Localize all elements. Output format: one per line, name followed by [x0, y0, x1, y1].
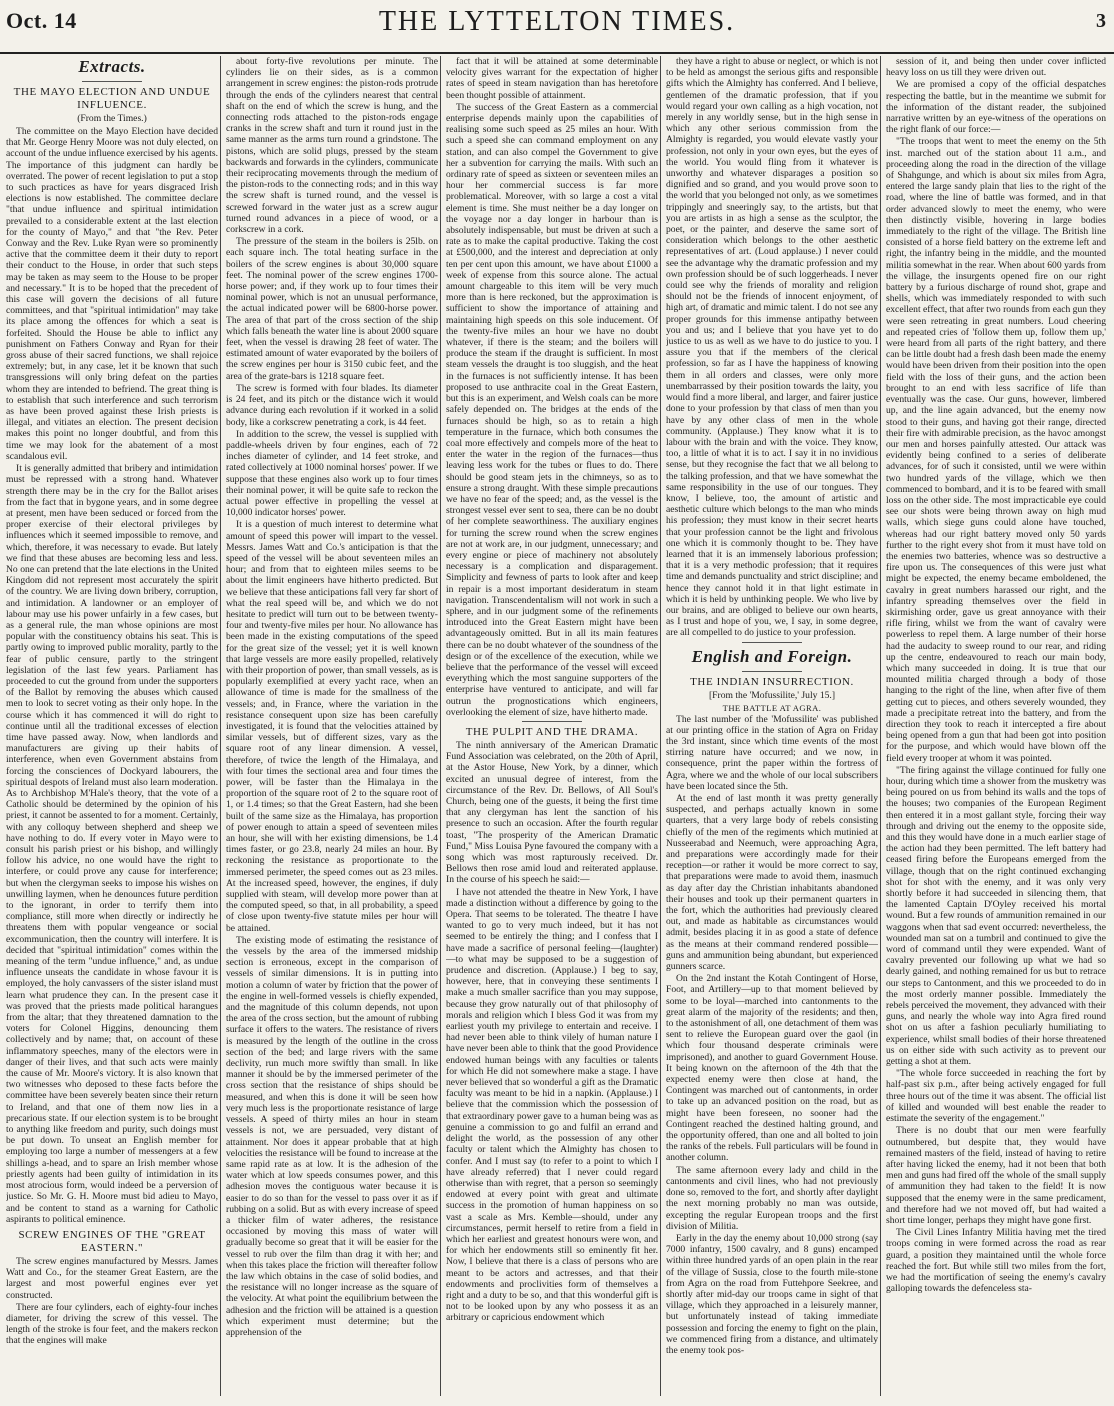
paragraph: fact that it will be attained at some determinable velocity gives warrant for the expectation of higher rates of speed in steam navigation than has heretofore been thought possible of attainment.	[446, 56, 658, 101]
paragraph: The ninth anniversary of the American Dramatic Fund Association was celebrated, on the 20th of April, at the Astor House, New York, by a dinner, which excited an unusual degree of interest, from the circumstance of the Rev. Dr. Bellows, of All Soul's Church, being one of the guests, it being the first time that any clergyman has lent the sanction of his presence to such an occasion. After the fourth regular toast, "The prosperity of the American Dramatic Fund," Miss Louisa Pyne favoured the company with a song which was most rapturously received. Dr. Bellows then rose amid loud and reiterated applause. In the course of his speech he said:—	[446, 739, 658, 886]
issue-date: Oct. 14	[6, 8, 77, 33]
paragraph: It is a question of much interest to determine what amount of speed this power will impart to the vessel. Messrs. James Watt and Co.'s anticipation is that the speed of the vessel will be about seventeen miles an hour; and from that to eighteen miles seems to be about the limit engineers have hitherto predicted. But we believe that these anticipations fall very far short of what the real speed will be, and which we do not hesitate to predict will turn out to be between twenty-four and twenty-five miles per hour. No allowance has been made in the existing computations of the speed for the great size of the vessel; yet it is well known that large vessels are more easily propelled, relatively with their proportion of power, than small vessels, as is popularly exemplified at every yacht race, when an allowance of time is made for the smallness of the vessels; and, in France, where the variation in the resistance consequent upon size has been carefully investigated, it is found that the velocities attained by similar vessels, but of different sizes, vary as the square root of any linear dimension. A vessel, therefore, of twice the length of the Himalaya, and with four times the sectional area and four times the power, will be faster than the Himalaya in the proportion of the square root of 2 to the square root of 1, or 1.4 times; so that the Great Eastern, had she been built of the same size as the Himalaya, has proportion of power enough to attain a speed of seventeen miles an hour, she will with her existing dimensions, be 1.4 times faster, or go 23.8, nearly 24 miles an hour. By reckoning the resistance as proportionate to the immersed perimeter, the speed comes out as 23 miles. At the increased speed, however, the engines, if duly supplied with steam, will develop more power than at the computed speed, so that, in all probability, a speed of close upon twenty-five statute miles per hour will be attained.	[226, 519, 438, 934]
paragraph: Early in the day the enemy about 10,000 strong (say 7000 infantry, 1500 cavalry, and 8 guns) encamped within three hundred yards of an open plain in the rear of the village of Sussia, close to the fourth mile-stone from Agra on the road from Futtehpore Seekree, and shortly after mid-day our troops came in sight of that village, which they approached in a leisurely manner, but unfortunately instead of taking immediate possession and forcing the enemy to fight on the plain, we commenced firing from a distance, and ultimately the enemy took pos-	[666, 1232, 878, 1356]
section-heading-extracts: Extracts.	[78, 57, 146, 76]
article-subhead: THE BATTLE AT AGRA.	[722, 702, 822, 713]
paragraph: The same afternoon every lady and child in the cantonments and civil lines, who had not previously done so, removed to the fort, and shortly after daylight the next morning probably no man was outside, excepting the regular European troops and the first division of Militia.	[666, 1164, 878, 1232]
paragraph: The pressure of the steam in the boilers is 25lb. on each square inch. The total heating surface in the boilers of the screw engines is about 30,000 square feet. The nominal power of the screw engines 1700-horse power; and, if they work up to four times their nominal power, which is not an unusual performance, the actual indicated power will be 6800-horse power. The area of that part of the cross section of the ship which falls beneath the water line is about 2000 square feet, when the vessel is drawing 28 feet of water. The estimated amount of water evaporated by the boilers of the screw engines per hour is 3150 cubic feet, and the area of the grate-bars is 1218 square feet.	[226, 236, 438, 382]
paragraph: The committee on the Mayo Election have decided that Mr. George Henry Moore was not duly elected, on account of the undue influence exercised by his agents. The importance of this judgment can hardly be overrated. The power of recent legislation to put a stop to such practices as have for years disgraced Irish elections is now established. The committee declare "that undue influence and spiritual intimidation prevailed to a considerable extent at the last election for the county of Mayo," and that "the Rev. Peter Conway and the Rev. Luke Ryan were so prominently active that the committee deem it their duty to report their conduct to the House, in order that such steps may be taken as may seem to the House to be proper and necessary." It is to be hoped that the precedent of this case will govern the decisions of all future committees, and that "spiritual intimidation" may take its place among the offences for which a seat is forfeited. Should the House be able to inflict any punishment on Fathers Conway and Ryan for their gross abuse of their sacred functions, we shall rejoice extremely; but, in any case, let it be known that such transgressions will only bring defeat on the parties whom they are intended to befriend. The great thing is to establish that such interference and such terrorism as have been proved against these Irish priests is illegal, and vitiates an election. The present decision makes this point no longer doubtful, and from this time we may look for the abatement of a most scandalous evil.	[6, 126, 218, 462]
article-title-indian-insurrection: THE INDIAN INSURRECTION.	[690, 675, 854, 688]
paragraph: session of it, and being then under cover inflicted heavy loss on us till they were driven out.	[886, 56, 1106, 79]
paragraph: they have a right to abuse or neglect, or which is not to be held as amongst the serious gifts and responsible gifts which the Almighty has conferred. And I believe, gentlemen of the dramatic profession, that if you would regard your own calling as a high vocation, not merely in any worldly sense, but in the high sense in which any other serious commission from the Almighty is regarded, you would elevate vastly your profession, not only in your own eyes, but the eyes of the world. You would fling from it whatever is unworthy and whatever disparages a position so dignified and so grand, and you would prove soon to the world that you belonged not only, as we sometimes trippingly and sneeringly say, to the artists, but that you are artists in as high a sense as the sculptor, the poet, or the painter, and deserve the same sort of consideration which belongs to the other aesthetic representatives of art. (Loud applause.) I never could see the advantage why the dramatic profession and my own profession should be of such loggerheads. I never could see why the friends of morality and religion should not be the friends of innocent enjoyment, of high art, of dramatic and mimic talent. I do not see any proper grounds for this immense antipathy between you and us; and I believe that you have yet to do justice to us as well as we have to do justice to you. I assure you that if the members of the clerical profession, so far as I have the happiness of knowing them in all orders and classes, were only more unembarrassed by their position towards the laity, you would find a more liberal, and larger, and fairer justice done to your profession by that class of men than you have by any other class of men in the whole community. (Applause.) They know what it is to labour with the brain and with the voice. They know, too, a little of what it is to act. I say it in no invidious sense, but they recognise the fact that we all belong to the talking profession, and that we have somewhat the same responsibility in the use of our tongues. They know, I believe, too, the amount of artistic and aesthetic culture which belongs to the man who minds his profession; they must know in their secret hearts that your profession cannot be the light and frivolous one which it is commonly thought to be. They have learned that it is an immensely laborious profession; that it is a very methodic profession; that it requires time and demands punctuality and strict discipline; and hence they cannot hold it in that light estimate in which it is held by unthinking people. We who live by our brains, and are obliged to believe our own hearts, as I trust and hope of you, we, I say, in some degree, are all compelled to do justice to your profession.	[666, 56, 878, 639]
paragraph: about forty-five revolutions per minute. The cylinders lie on their sides, as is a common arrangement in screw engines: the piston-rods protrude through the ends of the cylinders nearest that central shaft on the end of which the screw is hung, and the connecting rods attached to the piston-rods engage cranks in the screw shaft and turn it round just in the same manner as the arms turn round a grindstone. The pistons, which are solid plugs, pressed by the steam backwards and forwards in the cylinders, communicate their reciprocating movements through the medium of the piston-rods to the connecting rods; and in this way the screw shaft is turned round, and the vessel is screwed forward in the water just as a screw augur turned round advances in a piece of wood, or a corkscrew in a cork.	[226, 56, 438, 236]
paragraph: The screw is formed with four blades. Its diameter is 24 feet, and its pitch or the distance wich it would advance during each revolution if it worked in a solid body, like a corkscrew penetrating a cork, is 44 feet.	[226, 382, 438, 428]
article-source: [From the 'Mofussilite,' July 15.]	[708, 689, 836, 701]
column-rule	[880, 56, 881, 1396]
paragraph: There are four cylinders, each of eighty-four inches diameter, for driving the screw of this vessel. The length of the stroke is four feet, and the makers reckon that the engines will make	[6, 1301, 218, 1347]
paragraph: On the 2nd instant the Kotah Contingent of Horse, Foot, and Artillery—up to that moment believed by some to be loyal—marched into cantonments to the great alarm of the majority of the residents; and then, to the astonishment of all, one detachment of them was sent to relieve the European guard over the gaol (in which four thousand desperate criminals were imprisoned), and another to guard Government House. It being known on the afternoon of the 4th that the expected enemy were then close at hand, the Contingent was marched out of cantonments, in order to take up an advanced position on the road, but as might have been foreseen, no sooner had the Contingent reached the destined halting ground, and the opportunity offered, than one and all bolted to join the ranks of the rebels. Full particulars will be found in another column.	[666, 973, 878, 1164]
newspaper-title: THE LYTTELTON TIMES.	[378, 6, 736, 37]
column-3	[446, 56, 658, 1396]
paragraph: There is no doubt that our men were fearfully outnumbered, but despite that, they would have remained masters of the field, instead of having to retire after having licked the enemy, had it not been that both men and guns had fired off the whole of the small supply of ammunition they had taken to the field! It is now supposed that the enemy were in the same predicament, and therefore had we not moved off, but had waited a short time longer, perhaps they might have gone first.	[886, 1125, 1106, 1226]
paragraph: "The whole force succeeded in reaching the fort by half-past six p.m., after being actively engaged for full three hours out of the time it was absent. The official list of killed and wounded will best enable the reader to estimate the severity of the engagement."	[886, 1068, 1106, 1125]
paragraph: The Civil Lines Infantry Militia having met the tired troops coming in were formed across the road as rear guard, a position they maintained until the whole force reached the fort. But while still two miles from the fort, we had the mortification of seeing the enemy's cavalry galloping towards the defenceless sta-	[886, 1227, 1106, 1295]
article-title-mayo-election: THE MAYO ELECTION AND UNDUE INFLUENCE.	[13, 86, 211, 111]
article-title-pulpit-drama: THE PULPIT AND THE DRAMA.	[465, 725, 639, 738]
section-heading-english-foreign: English and Foreign.	[691, 646, 853, 666]
column-4	[666, 56, 878, 1396]
paragraph: I have not attended the theatre in New York, I have made a distinction without a difference by going to the Opera. That seems to be tolerated. The theatre I have wanted to go to very much indeed, but it has not seemed to be entirely the thing; and I confess that I have made a sacrifice of personal feeling—(laughter)—to what may be supposed to be a suggestion of prudence and discretion. (Applause.) I beg to say, however, here, that in conveying these sentiments I make a much smaller sacrifice than you may suppose, because they grow naturally out of that philosophy of morals and religion which I bless God it was from my earliest youth my privilege to entertain and receive. I had never been able to think vilely of human nature I have never been able to think that the good Providence endowed human beings with any faculties or talents for which He did not somewhere make a stage. I have never believed that so wonderful a gift as the Dramatic faculty was meant to be hid in a napkin. (Applause.) I believe that the commission which the possession of that extraordinary power gave to a human being was as genuine a commission to go and fulfil an errand and delight the world, as the possession of any other faculty or talent which the Almighty has chosen to confer. And I must say (to refer to a point to which I have already referred) that I never could regard otherwise than with regret, that a person so seemingly endowed at every point with great and ultimate success in the promotion of human happiness on so vast a scale as Mrs. Kemble—should, under any circumstances, permit herself to retire from a field in which her earliest and greatest honours were won, and for which her endowments still so eminently fit her. Now, I believe that there is a class of persons who are meant to be actors and actresses, and that their endowments and proclivities form of themselves a right and a duty to be so, and that this wonderful gift is not to be looked upon by any who possess it as an arbitrary or capricious endowment which	[446, 886, 658, 1324]
paragraph: At the end of last month it was pretty generally suspected, and perhaps actually known in some quarters, that a very large body of rebels consisting chiefly of the men of the regiments which mutinied at Nusseerabad and Neemuch, were approaching Agra, and preparations were accordingly made for their reception—or rather it would be more correct to say, that preparations were made to avoid them, inasmuch as day after day the Christian inhabitants abandoned their houses and took up their permanent quarters in the fort, which the authorities had previously cleared out, and made as habitable as circumstances would admit, besides placing it in as good a state of defence as the means at their command rendered possible—guns and ammunition being abundant, but experienced gunners scarce.	[666, 792, 878, 973]
column-rule	[220, 56, 221, 1396]
article-title-screw-engines: SCREW ENGINES OF THE "GREAT EASTERN."	[18, 1228, 206, 1254]
divider	[742, 642, 802, 643]
masthead	[0, 0, 1114, 54]
column-rule	[660, 56, 661, 1396]
page-number: 3	[1096, 10, 1106, 32]
column-2	[226, 56, 438, 1396]
column-rule	[440, 56, 441, 1396]
paragraph: The last number of the 'Mofussilite' was published at our printing office in the station of Agra on Friday the 3rd instant, since which time events of the most stirring nature have occurred; and we now, in consequence, print the paper within the fortress of Agra, where we and the whole of our local subscribers have been located since the 5th.	[666, 713, 878, 792]
divider	[522, 721, 582, 722]
paragraph: In addition to the screw, the vessel is supplied with paddle-wheels driven by four engines, each of 72 inches diameter of cylinder, and 14 feet stroke, and rated collectively at 1000 nominal horses' power. If we suppose that these engines also work up to four times their nominal power, it will be quite safe to reckon the actual power effective in propelling the vessel at 10,000 indicator horses' power.	[226, 428, 438, 519]
paragraph: "The firing against the village continued for fully one hour, during which time a shower from the musketry was being poured on us from behind its walls and the tops of the houses; two companies of the European Regiment then entered it in a most gallant style, forcing their way through and driving out the enemy to the opposite side, and this they would have done in a much earlier stage of the action had they been permitted. The left battery had ceased firing before the Europeans emerged from the village, though that on the right continued exchanging shot for shot with the enemy, and it was only very shortly before it had succeeded in silencing them, that the lamented Captain D'Oyley received his mortal wound. But a few rounds of ammunition remained in our waggons when that sad event occurred: nevertheless, the wounded man sat on a tumbril and continued to give the word of command until they were expended. Want of cavalry prevented our following up what we had so dearly gained, and nothing remained for us but to retrace our steps to Cantonment, and this we proceeded to do in the most orderly manner possible. Immediately the rebels perceived the movement, they advanced with their guns, and nearly the whole way into Agra fired round shot on us after a fashion peculiarly humiliating to experience, whilst small bodies of their horse threatened us on either side with such activity as to prevent our getting a shot at them.	[886, 764, 1106, 1068]
article-source: (From the Times.)	[77, 113, 147, 124]
column-5	[886, 56, 1106, 1396]
paragraph: We are promised a copy of the official despatches respecting the battle, but in the meantime we submit for the information of the distant reader, the subjoined narrative written by an eye-witness of the operations on the right flank of our force:—	[886, 79, 1106, 136]
divider	[742, 671, 802, 672]
paragraph: The success of the Great Eastern as a commercial enterprise depends mainly upon the capabilities of realising some such speed as 25 miles an hour. With such a speed she can command employment on any station, and can also compel the Government to give her a subvention for carrying the mails. With such an ordinary rate of speed as sixteen or seventeen miles an hour her commercial success is far more problematical. Moreover, with so large a cost a vital element is time. She must neither be a day longer on the voyage nor a day longer in harbour than is absolutely indispensable, but must be driven at such a rate as to make the capital productive. Taking the cost at £500,000, and the interest and depreciation at only ten per cent upon this amount, we have about £1000 a week of expense from this source alone. The actual amount chargeable to this item will be very much more than is here reckoned, but the approximation is sufficient to show the importance of attaining and maintaining high speeds on this sole inducement. Of the twenty-five miles an hour we have no doubt whatever, if there is the steam; and the boilers will produce the steam if the draught is sufficient. In most steam vessels the draught is too sluggish, and the heat in the furnaces is not sufficiently intense. It has been proposed to use anthracite coal in the Great Eastern, but this is an experiment, and Welsh coals can be more safely depended on. The bridges at the ends of the furnaces should be high, so as to retain a high temperature in the furnace, which both consumes the coal more effectively and compels more of the heat to enter the water in the region of the furnaces—thus leaving less work for the tubes or flues to do. There should be good steam jets in the chimneys, so as to ensure a strong draught. With these simple precautions we have no fear of the speed; and, as the vessel is the strongest vessel ever sent to sea, there can be no doubt of her complete seaworthiness. The auxiliary engines for turning the screw round when the screw engines are not at work are, in our judgment, unnecessary; and every engine or piece of machinery not absolutely necessary is a complication and disparagement. Simplicity and fewness of parts to look after and keep in repair is a most important desideratum in steam navigation. Transcendentalism will not work in such a sphere, and in our judgment some of the refinements introduced into the Great Eastern might have been advantageously omitted. But in all its main features there can be no doubt whatever of the soundness of the design or of the excellence of the execution, while we believe that the performance of the vessel will exceed everything which the most sanguine supporters of the enterprise have ventured to anticipate, and will far outrun the prognostications which engineers, overlooking the element of size, have hitherto made.	[446, 101, 658, 718]
paragraph: The existing mode of estimating the resistance of the vessels by the area of the immersed midship section is erroneous, except in the comparison of vessels of similar dimensions. It is in putting into motion a column of water by friction that the power of the engine in well-formed vessels is chiefly expended, and the magnitude of this column depends, not upon the area of the cross section, but the amount of rubbing surface it offers to the waters. The resistance of rivers is measured by the length of the outline in the cross section of the bed; and large rivers with the same declivity, run much more swiftly than small. In like manner it should be by the immersed perimeter of the cross section that the resistance of ships should be measured, and when this is done it will be seen how very much less is the proportionate resistance of large vessels. A speed of thirty miles an hour in steam vessels is not, we are persuaded, very distant of attainment. Nor does it appear probable that at high velocities the resistance will be found to increase at the same rapid rate as at low. It is the adhesion of the water which at low speeds consumes power, and this adhesion moves the contiguous water because it is easier to do so than for the vessel to pass over it as if rubbing on a solid. But as with every increase of speed a thicker film of water adheres, the resistance occasioned by moving this mass of water will gradually become so great that it will be easier for the vessel to rub over the film than drag it with her; and when this takes place the friction will thereafter follow the law which obtains in the case of solid bodies, and the resistance will no longer increase as the square of the velocity. At what point the equilibrium between the adhesion and the friction will be attained is a question which experiment must determine; but the apprehension of the	[226, 934, 438, 1338]
paragraph: It is generally admitted that bribery and intimidation must be repressed with a strong hand. Whatever strength there may be in the cry for the Ballot arises from the fact that in bygone years, and in some degree at present, men have been seduced or forced from the proper exercise of their electoral privileges by influences which it seemed impossible to remove, and which, therefore, it was necessary to evade. But lately we find that these abuses are becoming less and less. No one can pretend that the late elections in the United Kingdom did not represent most accurately the spirit of the country. We are living down bribery, corruption, and intimidation. A landowner or an employer of labour may use his power unfairly in a few cases, but as a general rule, the man whose opinions are most popular with the constituency obtains his seat. This is partly owing to improved public morality, partly to the fear of public censure, partly to the stringent legislation of the last few years. Parliament has proceeded to cut the ground from under the supporters of the Ballot by removing the abuses which caused men to look to secret voting as their only hope. In the course which it has commenced it will do right to continue until all the traditional excesses of election time have passed away. Now, when landlords and manufacturers are giving up their habits of interference, when even Government abstains from forcing the consciences of Dockyard labourers, the spiritual despots of Ireland must also learn moderation. As to Archbishop M'Hale's theory, that the vote of a Catholic should be determined by the opinion of his priest, it cannot be assented to for a moment. Certainly, with any colloquy between shepherd and sheep we have nothing to do. If every voter in Mayo were to consult his parish priest or his bishop, and willingly follow his advice, no one would have the right to interfere, or could prove any cause for interference; but when the clergyman seeks to impose his wishes on unwilling laymen, when he denounces future perdition to the ignorant, in order to terrify them into compliance, still more when directly or indirectly he threatens them with popular vengeance or social excommunication, then the country will interfere. It is decided that "spiritual intimidation" comes within the meaning of the term "undue influence," and, as undue influence unseats the candidate in whose favour it is employed, the holy canvassers of the sister island must learn what prudence they can. In the present case it was proved that the priests made political harangues from the altar; that they threatened damnation to the voters for Colonel Higgins, denouncing them collectively and by name; that, on account of these inflammatory speeches, many of the electors were in danger of their lives, and that such acts were mainly the cause of Mr. Moore's victory. It is also known that two witnesses who deposed to these facts before the committee have been severely beaten since their return to Ireland, and that one of them now lies in a precarious state. If our election system is to be brought to anything like freedom and purity, such doings must be put down. To unseat an English member for employing too large a number of messengers at a few shillings a-head, and to spare an Irish member whose priestly agents had been guilty of intimidation in its most atrocious form, would indeed be a perversion of justice. So Mr. G. H. Moore must bid adieu to Mayo, and be content to stand as a warning for Catholic aspirants to political eminence.	[6, 463, 218, 1225]
paragraph: "The troops that went to meet the enemy on the 5th inst. marched out of the station about 11 a.m., and proceeding along the road in the direction of the village of Shahgunge, and which is about six miles from Agra, entered the large sandy plain that lies to the right of the road, where the line of battle was formed, and in that order advanced slowly to meet the enemy, who were then distinctly visible, hovering in large bodies immediately to the right of the village. The British line consisted of a horse field battery on the extreme left and right, the infantry being in the middle, and the mounted militia somewhat in the rear. When about 600 yards from the village, the insurgents opened fire on our right battery by a furious discharge of round shot, grape and shells, which was immediately responded to with such excellent effect, that after two rounds from each gun they were seen retreating in great numbers. Loud cheering and repeated cries of 'follow them up, follow them up,' were heard from all parts of the right battery, and there can be little doubt had a fresh dash been made the enemy would have been driven from their position into the open field with the loss of their guns, and the action been brought to an end with less sacrifice of life than eventually was the case. Our guns, however, limbered up, and the line again advanced, but the enemy now stood to their guns, and having got their range, directed their fire with admirable precision, as the havoc amongst our men and horses painfully attested. Our attack was evidently being confined to a series of deliberate advances, for of such it consisted, until we were within two hundred yards of the village, which we then commenced to bombard, and it is to be feared with small loss on the other side. The most impracticable eye could see our shots were being thrown away on high mud walls, which siege guns could alone have touched, whereas had our right battery moved only 50 yards further to the right every shot from it must have told on the enemies two batteries, whence was so destructive a fire upon us. The consequences of this were just what might be expected, the enemy became emboldened, the cavalry in great numbers harassed our right, and the infantry spreading themselves over the field in skirmishing order, gave us great annoyance with their rifle firing, whilst we from the want of cavalry were powerless to repel them. A large number of their horse had the audacity to sweep round to our rear, and riding up the centre, endeavoured to reach our main body, which many succeeded in doing. It is true that our mounted militia charged through a body of those hanging to the right of the line, when after five of them getting cut to pieces, and others severely wounded, they made a precipitate retreat into the battery, and from the direction they took to reach it intercepted a fire about being opened from a gun that had been got into position for the purpose, and which would have blown off the field every trooper at whom it was pointed.	[886, 136, 1106, 764]
divider	[82, 81, 142, 82]
column-1	[6, 56, 218, 1396]
paragraph: The screw engines manufactured by Messrs. James Watt and Co., for the steamer Great Eastern, are the largest and most powerful engines ever yet constructed.	[6, 1255, 218, 1301]
